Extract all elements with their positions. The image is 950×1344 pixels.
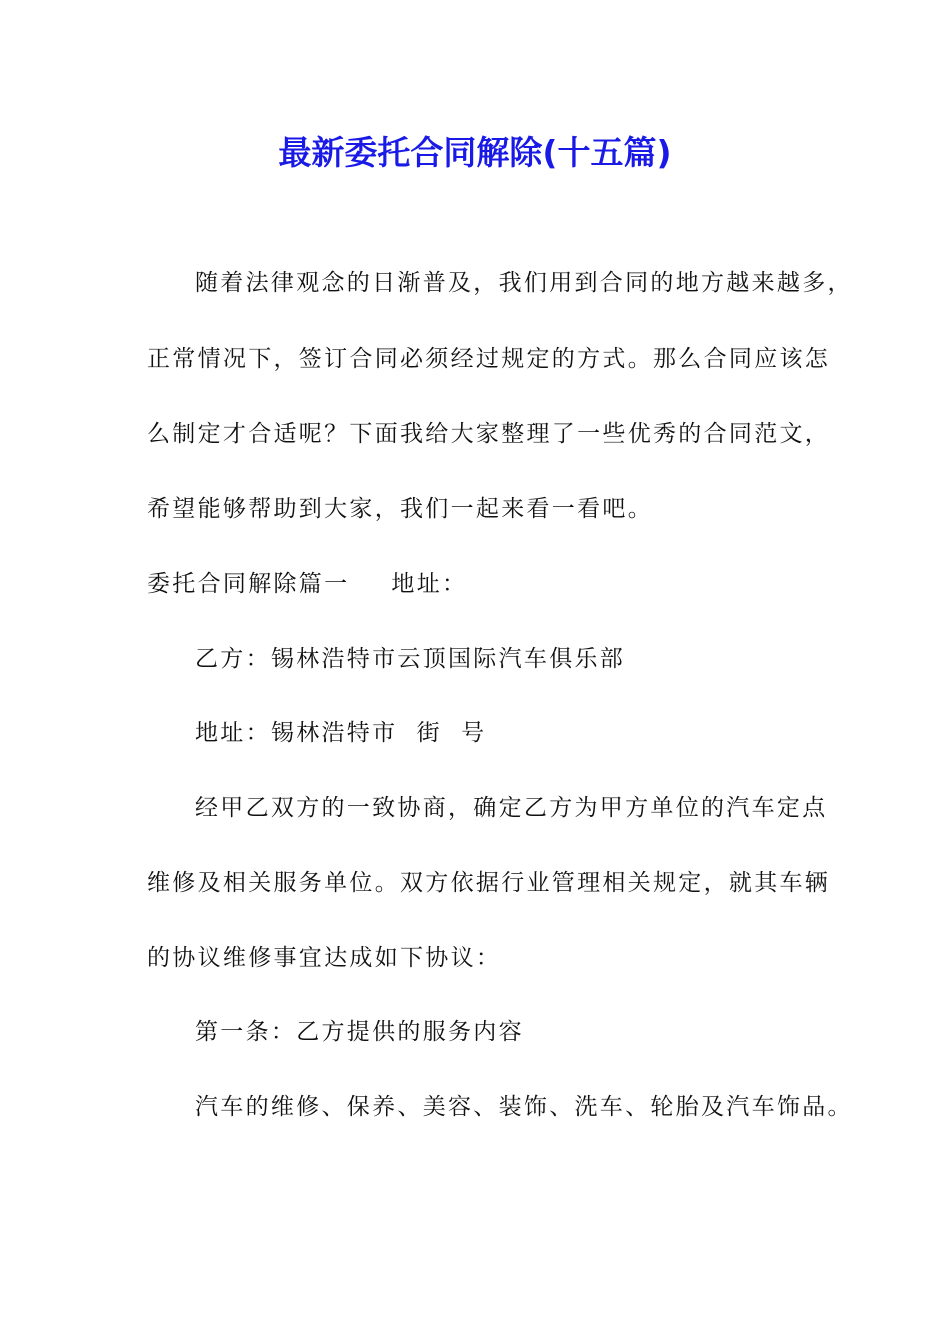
agreement-line: 维修及相关服务单位。双方依据行业管理相关规定，就其车辆 — [147, 870, 831, 896]
section-heading-line — [147, 569, 467, 599]
party-b-address: 地址：锡林浩特市 街 号 — [195, 720, 487, 746]
intro-line: 随着法律观念的日渐普及，我们用到合同的地方越来越多， — [195, 270, 853, 296]
section-heading: 委托合同解除篇一 — [147, 571, 350, 597]
agreement-line: 经甲乙双方的一致协商，确定乙方为甲方单位的汽车定点 — [195, 795, 828, 821]
section-address-label: 地址： — [391, 571, 468, 597]
article-1-heading: 第一条：乙方提供的服务内容 — [195, 1019, 524, 1045]
party-b: 乙方：锡林浩特市云顶国际汽车俱乐部 — [195, 646, 626, 672]
intro-line: 希望能够帮助到大家，我们一起来看一看吧。 — [147, 496, 653, 522]
intro-line: 么制定才合适呢？下面我给大家整理了一些优秀的合同范文， — [147, 421, 831, 447]
document-title: 最新委托合同解除(十五篇) — [278, 133, 672, 172]
agreement-line: 的协议维修事宜达成如下协议： — [147, 945, 502, 971]
intro-line: 正常情况下，签订合同必须经过规定的方式。那么合同应该怎 — [147, 346, 831, 372]
article-1-text: 汽车的维修、保养、美容、装饰、洗车、轮胎及汽车饰品。 — [195, 1094, 853, 1120]
